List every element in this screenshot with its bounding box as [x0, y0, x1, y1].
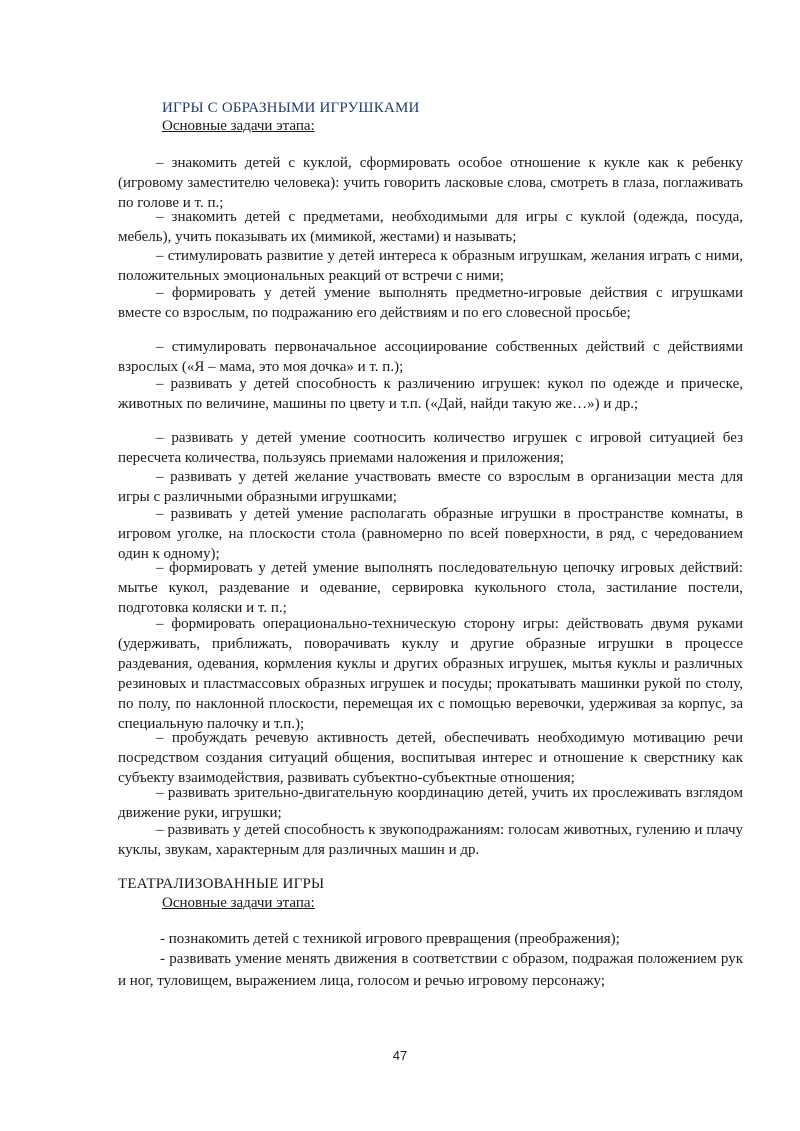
section-subtitle: Основные задачи этапа: — [162, 118, 315, 134]
task-item: – пробуждать речевую активность детей, обеспечивать необходимую мотивацию речи посредством создания ситуаций общения, воспитывая интерес и отношение к сверстнику как субъекту взаимодействия, развивать субъектно-субъектные отношения; — [118, 730, 743, 786]
task-item: – развивать у детей желание участвовать вместе со взрослым в организации места для игры с различными образными игрушками; — [118, 469, 743, 505]
task-item: – развивать у детей способность к звукоподражаниям: голосам животных, гулению и плачу куклы, звукам, характерным для различных машин и др. — [118, 822, 743, 858]
task-item: – развивать у детей умение располагать образные игрушки в пространстве комнаты, в игровом уголке, на плоскости стола (равномерно по всей поверхности, в ряд, с чередованием один к одному); — [118, 506, 743, 562]
task-item: – формировать у детей умение выполнять последовательную цепочку игровых действий: мытье кукол, раздевание и одевание, сервировка кукольного стола, застилание постели, подготовка коляски и т. п.; — [118, 560, 743, 616]
task-item: – развивать зрительно-двигательную координацию детей, учить их прослеживать взглядом движение руки, игрушки; — [118, 785, 743, 821]
task-item: – развивать у детей способность к различению игрушек: кукол по одежде и прическе, животных по величине, машины по цвету и т.п. («Дай, найди такую же…») и др.; — [118, 376, 743, 412]
task-item: – знакомить детей с предметами, необходимыми для игры с куклой (одежда, посуда, мебель), учить показывать их (мимикой, жестами) и называть; — [118, 209, 743, 245]
task-item: – формировать операционально-техническую сторону игры: действовать двумя руками (удерживать, приближать, поворачивать куклу и другие образные игрушки в процессе раздевания, одевания, кормления куклы и других образных игрушек, мытья куклы и различных резиновых и пластмассовых образных игрушек и посуды; прокатывать машинки рукой по столу, по полу, по наклонной плоскости, перемещая их с помощью веревочки, удерживая за корпус, за специальную палочку и т.п.); — [118, 616, 743, 732]
task-item: – развивать у детей умение соотносить количество игрушек с игровой ситуацией без пересчета количества, пользуясь приемами наложения и приложения; — [118, 430, 743, 466]
section-title-theatrical-games: ТЕАТРАЛИЗОВАННЫЕ ИГРЫ — [118, 876, 325, 892]
task-item: – знакомить детей с куклой, сформировать особое отношение к кукле как к ребенку (игровому заместителю человека): учить говорить ласковые слова, смотреть в глаза, поглаживать по голове и т. п.; — [118, 155, 743, 211]
section-title-figurative-toys: ИГРЫ С ОБРАЗНЫМИ ИГРУШКАМИ — [162, 100, 420, 116]
task-item: - развивать умение менять движения в соответствии с образом, подражая положением рук и ног, туловищем, выражением лица, голосом и речью игровому персонажу; — [118, 951, 743, 989]
task-item: – формировать у детей умение выполнять предметно-игровые действия с игрушками вместе со взрослым, по подражанию его действиям и по его словесной просьбе; — [118, 285, 743, 321]
section-subtitle: Основные задачи этапа: — [162, 895, 315, 911]
task-item: - познакомить детей с техникой игрового превращения (преображения); — [160, 931, 620, 947]
task-item: – стимулировать первоначальное ассоциирование собственных действий с действиями взрослых («Я – мама, это моя дочка» и т. п.); — [118, 339, 743, 375]
task-item: – стимулировать развитие у детей интереса к образным игрушкам, желания играть с ними, положительных эмоциональных реакций от встречи с ними; — [118, 248, 743, 284]
page-number: 47 — [392, 1048, 408, 1063]
